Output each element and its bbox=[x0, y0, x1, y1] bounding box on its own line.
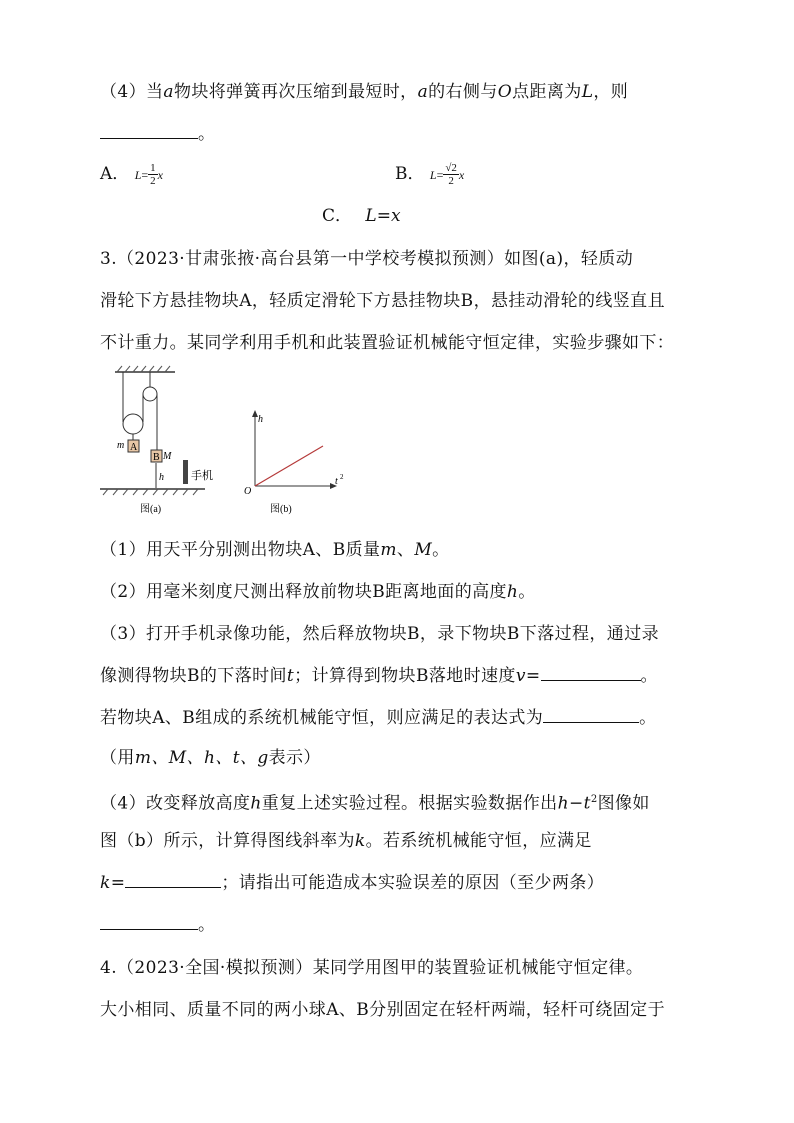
text: 。 bbox=[432, 540, 450, 560]
equals: = bbox=[436, 168, 444, 182]
var-x: x bbox=[458, 168, 465, 182]
axis-t: t bbox=[335, 476, 338, 487]
text: 。 bbox=[639, 708, 657, 728]
text: 的右侧与 bbox=[428, 82, 498, 102]
text: 。 bbox=[640, 666, 658, 686]
exponent: 2 bbox=[590, 794, 598, 805]
text: 。若系统机械能守恒，应满足 bbox=[365, 831, 592, 851]
denominator: 2 bbox=[448, 175, 454, 187]
step4-line3 bbox=[100, 871, 604, 895]
text: ；计算得到物块B落地时速度 bbox=[294, 666, 516, 686]
q3-line2: 滑轮下方悬挂物块A，轻质定滑轮下方悬挂物块B，悬挂动滑轮的线竖直且 bbox=[100, 291, 665, 311]
var-l: L bbox=[134, 168, 142, 182]
step4-line4 bbox=[100, 913, 215, 937]
numerator: 1 bbox=[150, 162, 156, 174]
var-l: L bbox=[429, 168, 437, 182]
var-x: x bbox=[157, 168, 163, 182]
text: 。 bbox=[518, 582, 536, 602]
var-t: t bbox=[583, 793, 591, 814]
text: 重复上述实验过程。根据实验数据作出 bbox=[261, 793, 558, 814]
text: （2）用毫米刻度尺测出释放前物块B距离地面的高度 bbox=[100, 582, 507, 602]
label-h: h bbox=[159, 472, 164, 483]
axis-h: h bbox=[258, 414, 263, 425]
text: （用 bbox=[100, 748, 135, 768]
equals: = bbox=[141, 168, 149, 182]
vars: m、M、h、t、g bbox=[134, 748, 269, 768]
step3-line2 bbox=[100, 664, 658, 688]
text: 、 bbox=[396, 540, 415, 560]
step3-line4 bbox=[100, 746, 321, 770]
option-label: B． bbox=[395, 164, 425, 184]
step2 bbox=[100, 580, 536, 604]
text: ；请指出可能造成本实验误差的原因（至少两条） bbox=[221, 873, 605, 893]
q3-line1: 3.（2023·甘肃张掖·高台县第一中学校考模拟预测）如图(a)，轻质动 bbox=[100, 249, 634, 269]
option-expression: L=x bbox=[365, 206, 401, 226]
text: 点距离为 bbox=[512, 82, 582, 102]
var-h: h bbox=[506, 582, 519, 602]
step3-line1: （3）打开手机录像功能，然后释放物块B，录下物块B下落过程，通过录 bbox=[100, 624, 659, 644]
text: 。 bbox=[198, 124, 216, 144]
caption-b: 图(b) bbox=[270, 504, 292, 515]
var-l: L bbox=[581, 82, 594, 102]
label-bigm: M bbox=[163, 451, 172, 462]
answer-blank-k[interactable] bbox=[125, 871, 221, 888]
q4-line2: 大小相同、质量不同的两小球A、B分别固定在轻杆两端，轻杆可绕固定于 bbox=[100, 1000, 665, 1020]
text: = bbox=[110, 873, 126, 893]
option-label: C． bbox=[322, 206, 353, 226]
text: 。 bbox=[198, 915, 216, 935]
var-h: h bbox=[557, 793, 569, 814]
denominator: 2 bbox=[150, 175, 156, 187]
text: 若物块A、B组成的系统机械能守恒，则应满足的表达式为 bbox=[100, 708, 544, 728]
q3-line3: 不计重力。某同学利用手机和此装置验证机械能守恒定律，实验步骤如下： bbox=[100, 333, 675, 353]
label-b: B bbox=[153, 452, 160, 463]
var-k: k bbox=[100, 873, 111, 893]
caption-a: 图(a) bbox=[140, 504, 162, 515]
var-bigm: M bbox=[414, 540, 433, 560]
var-h: h bbox=[250, 793, 262, 814]
label-phone: 手机 bbox=[191, 470, 213, 482]
q2-part4-line2 bbox=[100, 122, 215, 146]
var-k: k bbox=[354, 831, 366, 851]
fit-line bbox=[255, 446, 323, 486]
label-a: A bbox=[130, 442, 138, 453]
fraction bbox=[148, 162, 158, 187]
text: 像测得物块B的下落时间 bbox=[100, 666, 287, 686]
option-a[interactable] bbox=[100, 162, 163, 187]
text: 物块将弹簧再次压缩到最短时， bbox=[173, 82, 418, 102]
q4-line1: 4.（2023·全国·模拟预测）某同学用图甲的装置验证机械能守恒定律。 bbox=[100, 958, 644, 978]
step3-line3 bbox=[100, 706, 657, 730]
step1 bbox=[100, 538, 450, 562]
text: （4）改变释放高度 bbox=[100, 793, 251, 814]
axis-t-exp: 2 bbox=[340, 473, 344, 481]
step4-line1 bbox=[100, 788, 650, 816]
figure-a bbox=[95, 362, 355, 522]
text: − bbox=[568, 793, 584, 814]
var-a: a bbox=[417, 82, 429, 102]
text: ，则 bbox=[593, 82, 629, 102]
answer-blank-v[interactable] bbox=[541, 664, 641, 681]
text: （1）用天平分别测出物块A、B质量 bbox=[100, 540, 381, 560]
fraction bbox=[443, 162, 459, 187]
origin: O bbox=[244, 486, 252, 497]
option-b[interactable] bbox=[395, 162, 464, 187]
answer-blank[interactable] bbox=[100, 122, 198, 139]
label-m: m bbox=[117, 440, 125, 451]
option-label: A． bbox=[100, 164, 130, 184]
option-c[interactable] bbox=[322, 204, 401, 228]
text: = bbox=[525, 666, 541, 686]
q2-part4-line1 bbox=[100, 80, 628, 104]
var-a: a bbox=[163, 82, 174, 102]
text: （4）当 bbox=[100, 82, 164, 102]
var-v: v bbox=[515, 666, 526, 686]
text: 表示） bbox=[268, 748, 321, 768]
numerator: √2 bbox=[445, 162, 457, 174]
step4-line2 bbox=[100, 829, 592, 853]
answer-blank-expression[interactable] bbox=[543, 706, 639, 723]
answer-blank-reasons[interactable] bbox=[100, 913, 198, 930]
var-m: m bbox=[380, 540, 397, 560]
var-t: t bbox=[286, 666, 295, 686]
text: 图像如 bbox=[597, 793, 650, 814]
text: 图（b）所示，计算得图线斜率为 bbox=[100, 831, 355, 851]
var-o: O bbox=[497, 82, 513, 102]
